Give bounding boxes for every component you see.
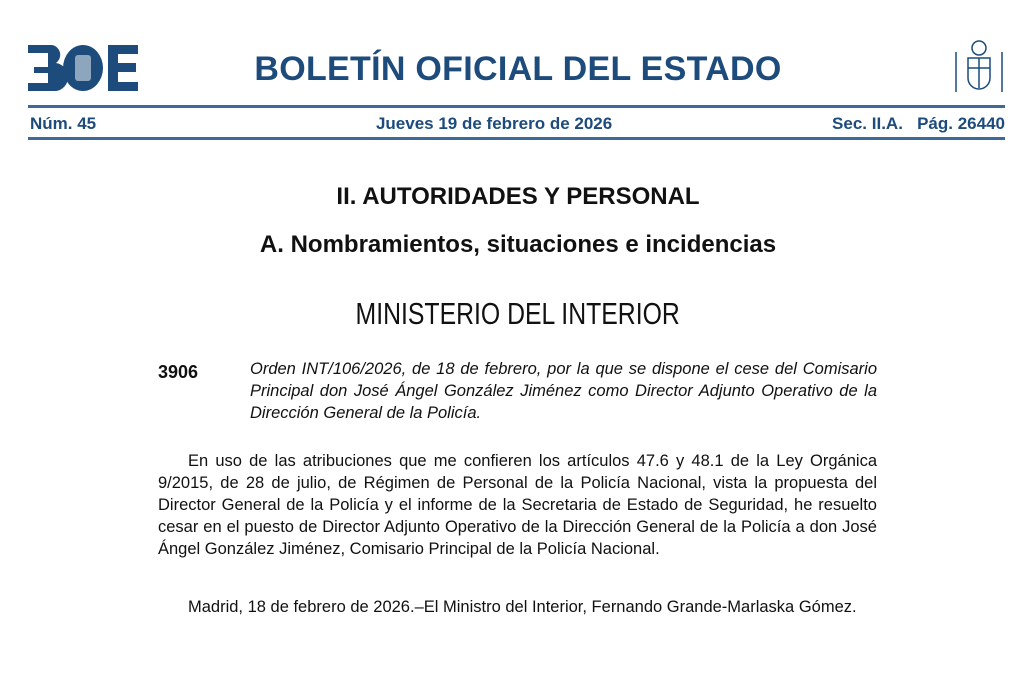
header-rule-bottom xyxy=(28,137,1005,140)
coat-of-arms-icon xyxy=(950,38,1008,94)
subsection-title: A. Nombramientos, situaciones e incidencias xyxy=(259,231,777,258)
page-number: Pág. 26440 xyxy=(917,114,1005,133)
boe-logo xyxy=(28,45,138,91)
header-info-bar xyxy=(30,114,1005,134)
publication-title: BOLETÍN OFICIAL DEL ESTADO xyxy=(254,50,782,88)
body-paragraph: En uso de las atribuciones que me confieren los artículos 47.6 y 48.1 de la Ley Orgánica 9/2015, de 28 de julio, de Régimen de Personal de la Policía Nacional, vista la propuesta del Director General de la Policía y el informe de la Secretaria de Estado de Seguridad, he resuelto cesar en el puesto de Director Adjunto Operativo de la Dirección General de la Policía a don José Ángel González Jiménez, Comisario Principal de la Policía Nacional. xyxy=(158,452,877,558)
issue-number: Núm. 45 xyxy=(30,114,97,133)
signature-paragraph: Madrid, 18 de febrero de 2026.–El Ministro del Interior, Fernando Grande-Marlaska Gómez. xyxy=(188,598,857,616)
ministry-heading: MINISTERIO DEL INTERIOR xyxy=(355,296,681,331)
issue-date: Jueves 19 de febrero de 2026 xyxy=(375,114,613,133)
entry-summary: Orden INT/106/2026, de 18 de febrero, por la que se dispone el cese del Comisario Principal don José Ángel González Jiménez como Director Adjunto Operativo de la Dirección General de la Policía. xyxy=(250,360,877,422)
section-title: II. AUTORIDADES Y PERSONAL xyxy=(336,183,700,210)
header-rule-top xyxy=(28,105,1005,108)
section-label: Sec. II.A. xyxy=(832,114,903,133)
entry-number: 3906 xyxy=(158,362,199,382)
